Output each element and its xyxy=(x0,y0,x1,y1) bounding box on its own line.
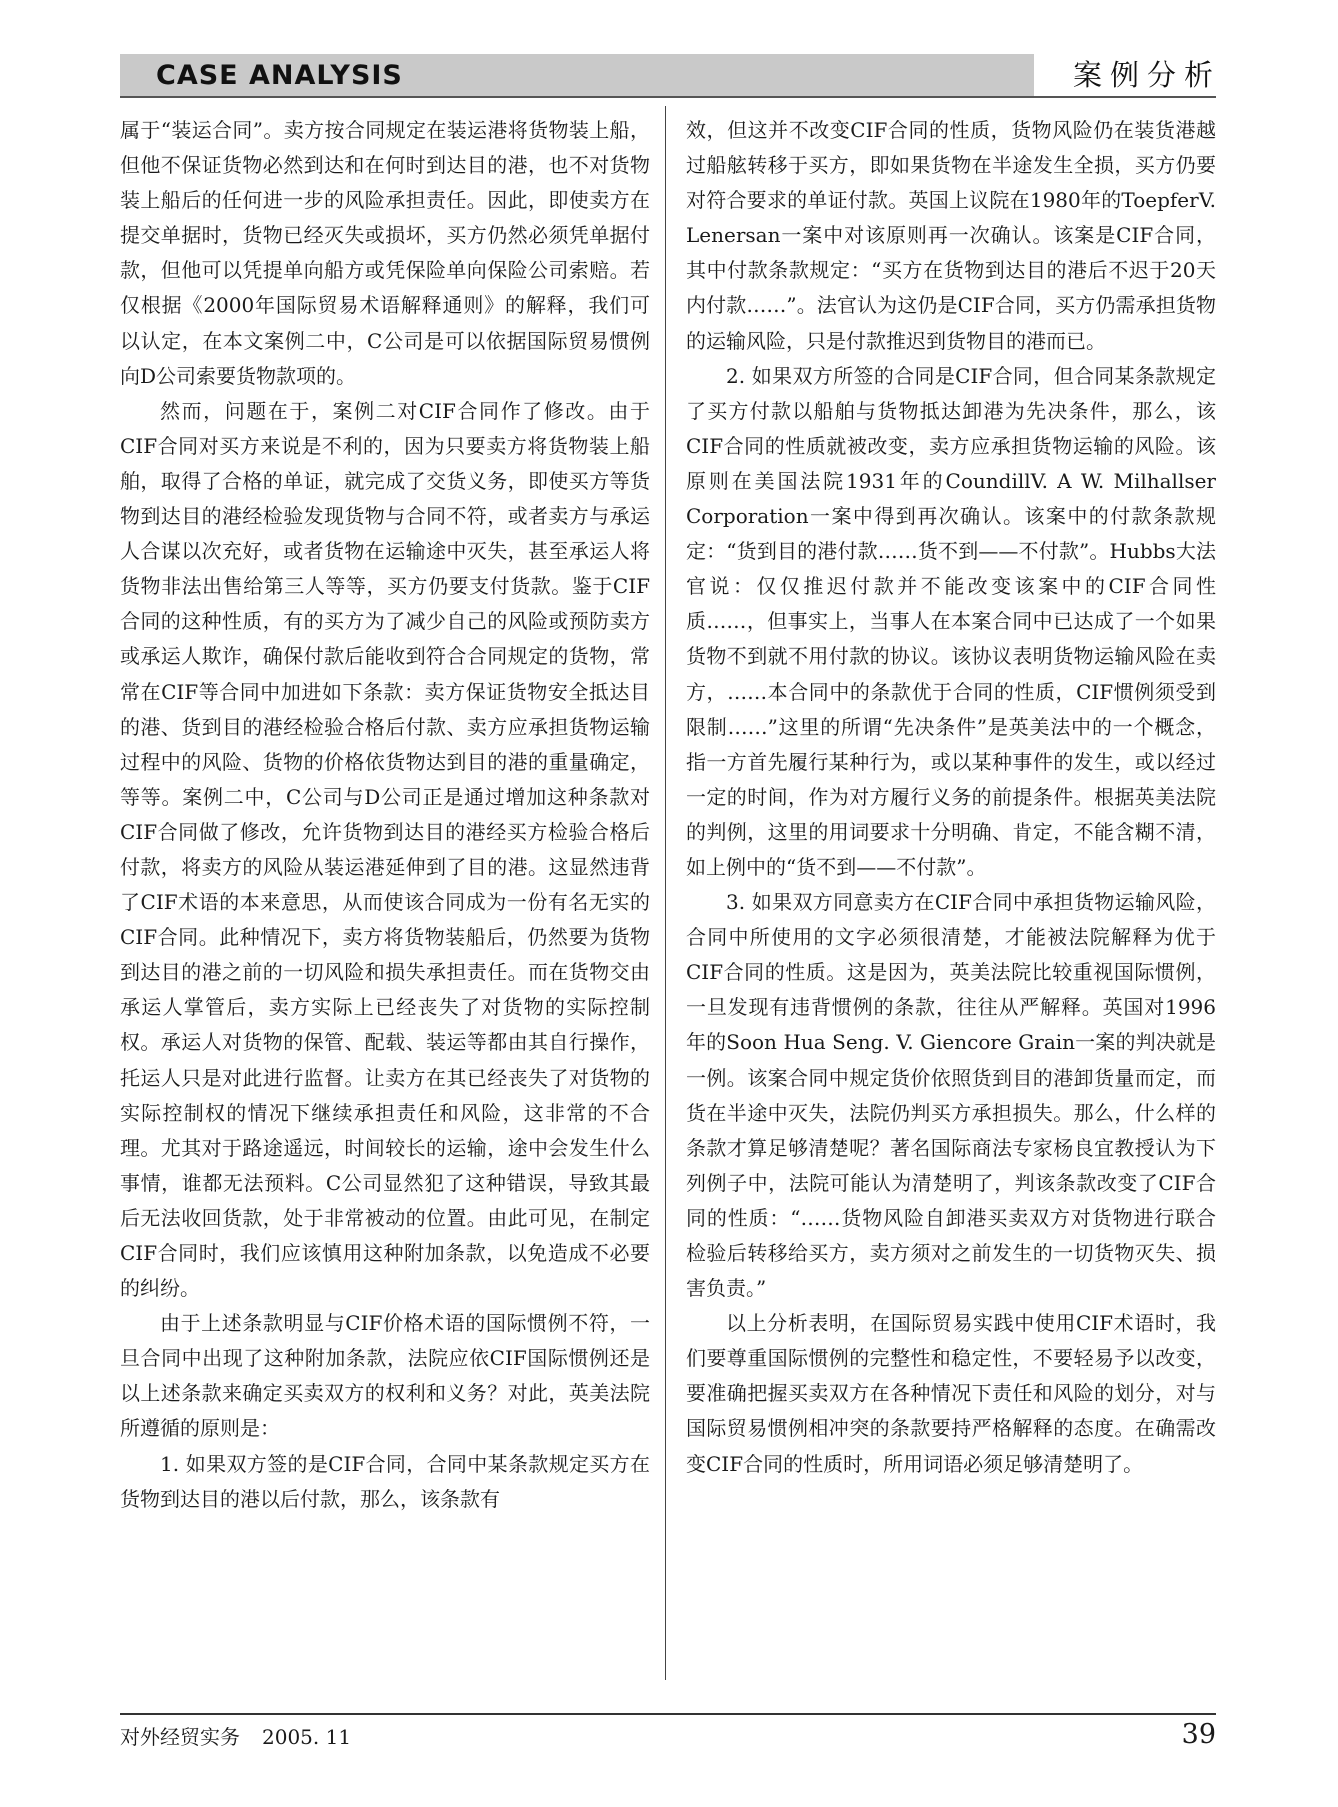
column-divider xyxy=(665,106,666,1680)
running-header xyxy=(120,54,1221,96)
right-column xyxy=(686,113,1216,1482)
paragraph: 属于“装运合同”。卖方按合同规定在装运港将货物装上船，但他不保证货物必然到达和在何时到达目的港，也不对货物装上船后的任何进一步的风险承担责任。因此，即使卖方在提交单据时，货物已经灭失或损坏，买方仍然必须凭单据付款，但他可以凭提单向船方或凭保险单向保险公司索赔。若仅根据《2000年国际贸易术语解释通则》的解释，我们可以认定，在本文案例二中，C公司是可以依据国际贸易惯例向D公司索要货物款项的。 xyxy=(120,118,650,388)
header-english-title: CASE ANALYSIS xyxy=(156,60,403,91)
paragraph: 由于上述条款明显与CIF价格术语的国际惯例不符，一旦合同中出现了这种附加条款，法院应依CIF国际惯例还是以上述条款来确定买卖双方的权利和义务？对此，英美法院所遵循的原则是： xyxy=(120,1311,650,1441)
footer-issue: 2005. 11 xyxy=(262,1725,352,1749)
header-rule xyxy=(120,96,1216,98)
footer-journal-info xyxy=(120,1722,351,1752)
paragraph: 3. 如果双方同意卖方在CIF合同中承担货物运输风险，合同中所使用的文字必须很清楚，才能被法院解释为优于CIF合同的性质。这是因为，英美法院比较重视国际惯例，一旦发现有违背惯例的条款，往往从严解释。英国对1996年的Soon Hua Seng. V. Giencore Grain一案的判决就是一例。该案合同中规定货价依照货到目的港卸货量而定，而货在半途中灭失，法院仍判买方承担损失。那么，什么样的条款才算足够清楚呢？著名国际商法专家杨良宜教授认为下列例子中，法院可能认为清楚明了，判该条款改变了CIF合同的性质：“……货物风险自卸港买卖双方对货物进行联合检验后转移给买方，卖方须对之前发生的一切货物灭失、损害负责。” xyxy=(686,890,1216,1301)
paragraph: 1. 如果双方签的是CIF合同，合同中某条款规定买方在货物到达目的港以后付款，那么，该条款有 xyxy=(120,1451,650,1511)
page-number: 39 xyxy=(1181,1719,1216,1750)
paragraph: 2. 如果双方所签的合同是CIF合同，但合同某条款规定了买方付款以船舶与货物抵达卸港为先决条件，那么，该CIF合同的性质就被改变，卖方应承担货物运输的风险。该原则在美国法院1931年的CoundillV. A W. Milhallser Corporation一案中得到再次确认。该案中的付款条款规定：“货到目的港付款……货不到——不付款”。Hubbs大法官说：仅仅推迟付款并不能改变该案中的CIF合同性质……，但事实上，当事人在本案合同中已达成了一个如果货物不到就不用付款的协议。该协议表明货物运输风险在卖方，……本合同中的条款优于合同的性质，CIF惯例须受到限制……”这里的所谓“先决条件”是英美法中的一个概念，指一方首先履行某种行为，或以某种事件的发生，或以经过一定的时间，作为对方履行义务的前提条件。根据英美法院的判例，这里的用词要求十分明确、肯定，不能含糊不清，如上例中的“货不到——不付款”。 xyxy=(686,363,1216,879)
left-column xyxy=(120,113,650,1517)
paragraph: 然而，问题在于，案例二对CIF合同作了修改。由于CIF合同对买方来说是不利的，因为只要卖方将货物装上船舶，取得了合格的单证，就完成了交货义务，即使买方等货物到达目的港经检验发现货物与合同不符，或者卖方与承运人合谋以次充好，或者货物在运输途中灭失，甚至承运人将货物非法出售给第三人等等，买方仍要支付货款。鉴于CIF合同的这种性质，有的买方为了减少自己的风险或预防卖方或承运人欺诈，确保付款后能收到符合合同规定的货物，常常在CIF等合同中加进如下条款：卖方保证货物安全抵达目的港、货到目的港经检验合格后付款、卖方应承担货物运输过程中的风险、货物的价格依货物达到目的港的重量确定，等等。案例二中，C公司与D公司正是通过增加这种条款对CIF合同做了修改，允许货物到达目的港经买方检验合格后付款，将卖方的风险从装运港延伸到了目的港。这显然违背了CIF术语的本来意思，从而使该合同成为一份有名无实的CIF合同。此种情况下，卖方将货物装船后，仍然要为货物到达目的港之前的一切风险和损失承担责任。而在货物交由承运人掌管后，卖方实际上已经丧失了对货物的实际控制权。承运人对货物的保管、配载、装运等都由其自行操作，托运人只是对此进行监督。让卖方在其已经丧失了对货物的实际控制权的情况下继续承担责任和风险，这非常的不合理。尤其对于路途遥远，时间较长的运输，途中会发生什么事情，谁都无法预料。C公司显然犯了这种错误，导致其最后无法收回货款，处于非常被动的位置。由此可见，在制定CIF合同时，我们应该慎用这种附加条款，以免造成不必要的纠纷。 xyxy=(120,398,650,1301)
footer-journal-name: 对外经贸实务 xyxy=(120,1725,240,1749)
paragraph: 以上分析表明，在国际贸易实践中使用CIF术语时，我们要尊重国际惯例的完整性和稳定性，不要轻易予以改变，要准确把握买卖双方在各种情况下责任和风险的划分，对与国际贸易惯例相冲突的条款要持严格解释的态度。在确需改变CIF合同的性质时，所用词语必须足够清楚明了。 xyxy=(686,1311,1216,1476)
header-chinese-title: 案例分析 xyxy=(1034,54,1260,96)
footer-rule xyxy=(120,1713,1216,1715)
paragraph: 效，但这并不改变CIF合同的性质，货物风险仍在装货港越过船舷转移于买方，即如果货物在半途发生全损，买方仍要对符合要求的单证付款。英国上议院在1980年的ToepferV. Lenersan一案中对该原则再一次确认。该案是CIF合同，其中付款条款规定：“买方在货物到达目的港后不迟于20天内付款……”。法官认为这仍是CIF合同，买方仍需承担货物的运输风险，只是付款推迟到货物目的港而已。 xyxy=(686,118,1216,353)
